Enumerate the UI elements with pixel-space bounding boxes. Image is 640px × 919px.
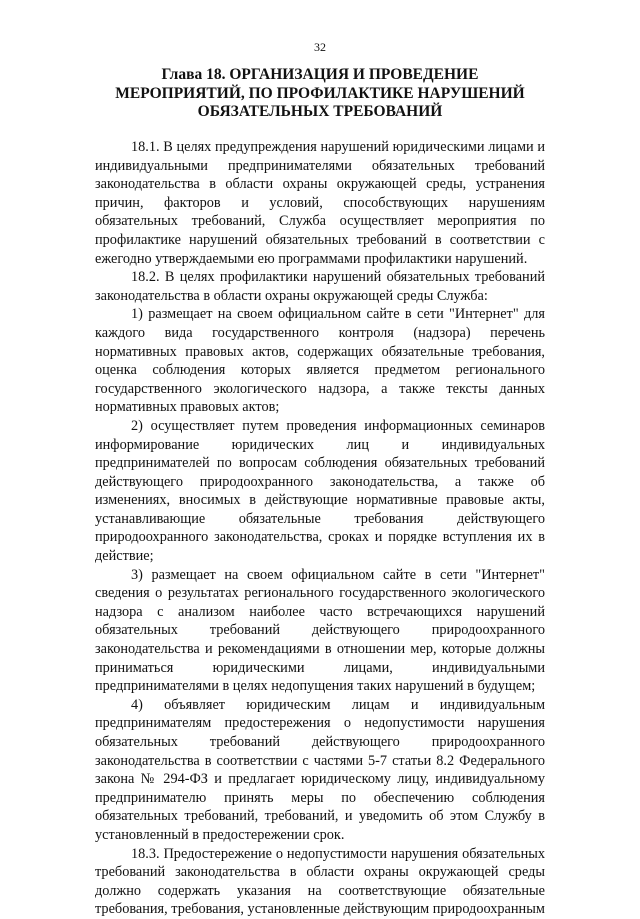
paragraph-18-1: 18.1. В целях предупреждения нарушений юридическими лицами и индивидуальными предпринимателями обязательных требований законодательства в области охраны окружающей среды, устранения причин, факторов и условий, способствующих нарушениям обязательных требований, Служба осуществляет мероприятия по профилактике нарушений обязательных требований в соответствии с ежегодно утверждаемыми ею программами профилактики нарушений. xyxy=(95,139,545,267)
paragraph-18-2: 18.2. В целях профилактики нарушений обязательных требований законодательства в области охраны окружающей среды Служба: xyxy=(95,269,545,304)
paragraph-18-3: 18.3. Предостережение о недопустимости нарушения обязательных требований законодательства в области охраны окружающей среды должно содержать указания на соответствующие обязательные требования, требования, установленные действующим природоохранным xyxy=(95,845,545,918)
list-item-3: 3) размещает на своем официальном сайте в сети "Интернет" сведения о результатах регионального государственного экологического надзора с анализом наиболее часто встречающихся нарушений обязательных требований действующего природоохранного законодательства и рекомендациями в отношении мер, которые должны приниматься юридическими лицами, индивидуальными предпринимателями в целях недопущения таких нарушений в будущем; xyxy=(95,566,545,695)
list-item-1: 1) размещает на своем официальном сайте в сети "Интернет" для каждого вида государственного контроля (надзора) перечень нормативных правовых актов, содержащих обязательные требования, оценка соблюдения которых является предметом регионального государственного экологического надзора, а также тексты данных нормативных правовых актов; xyxy=(95,306,545,416)
list-item-4: 4) объявляет юридическим лицам и индивидуальным предпринимателям предостережения о недопустимости нарушения обязательных требований действующего природоохранного законодательства в соответствии с частями 5-7 статьи 8.2 Федерального закона № 294-ФЗ и предлагает юридическому лицу, индивидуальному предпринимателю принять меры по обеспечению соблюдения обязательных требований, требований, и уведомить об этом Службу в установленный в предостережении срок. xyxy=(95,696,545,843)
chapter-title: Глава 18. ОРГАНИЗАЦИЯ И ПРОВЕДЕНИЕ МЕРОПРИЯТИЙ, ПО ПРОФИЛАКТИКЕ НАРУШЕНИЙ ОБЯЗАТЕЛЬНЫХ ТРЕБОВАНИЙ xyxy=(115,66,525,120)
page-number: 32 xyxy=(314,40,326,54)
body-text xyxy=(95,138,545,919)
list-item-2: 2) осуществляет путем проведения информационных семинаров информирование юридических лиц и индивидуальных предпринимателей по вопросам соблюдения обязательных требований действующего природоохранного законодательства, а также об изменениях, вносимых в действующие нормативные правовые акты, устанавливающие обязательные требования действующего природоохранного законодательства, сроках и порядке вступления их в действие; xyxy=(95,417,545,565)
